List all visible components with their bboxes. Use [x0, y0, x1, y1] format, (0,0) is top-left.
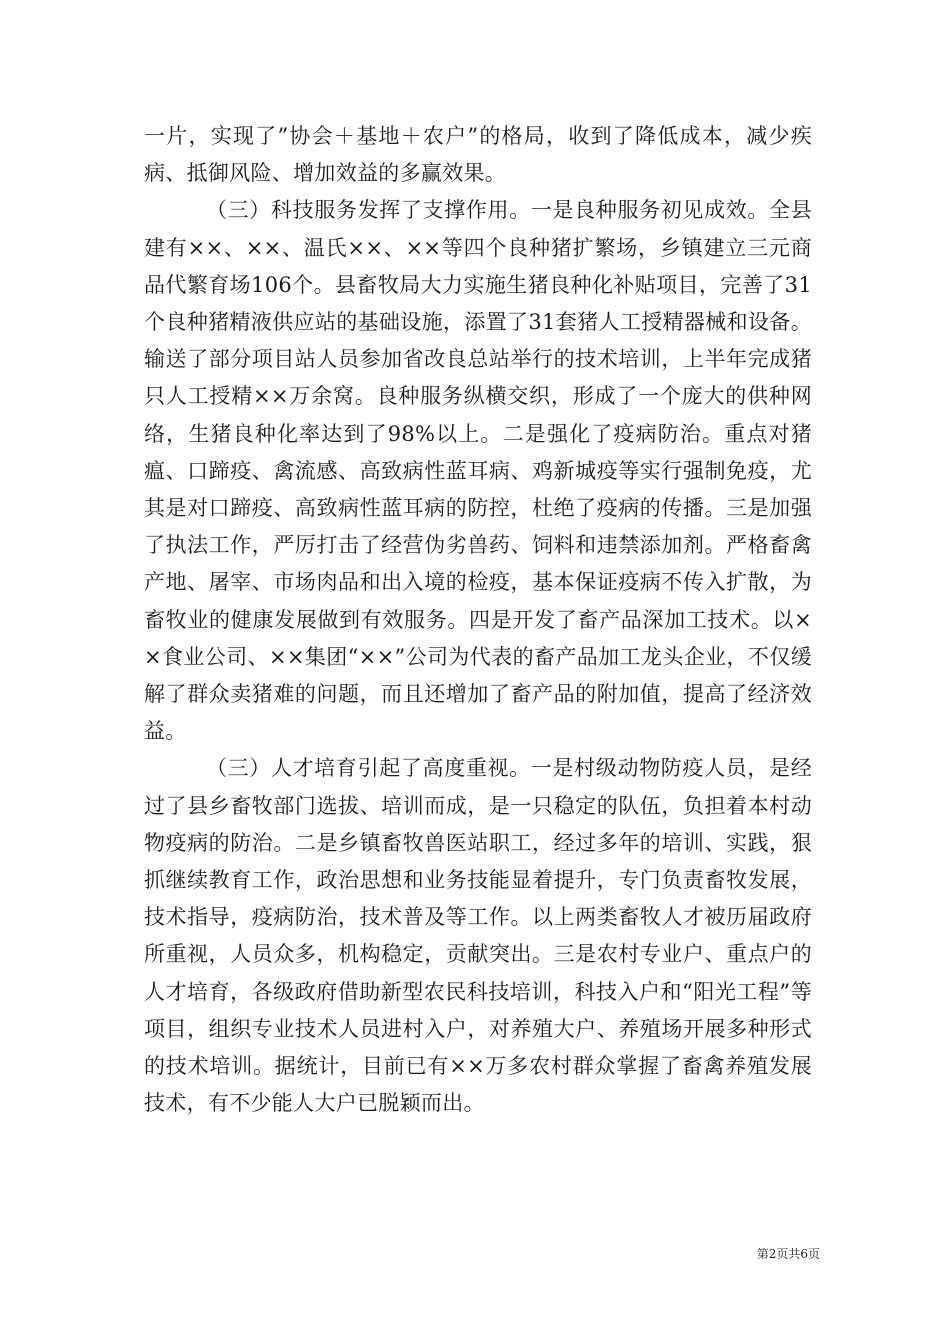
page-number-label: 第2页共6页	[756, 1247, 820, 1261]
paragraph-continuation: 一片，实现了”协会＋基地＋农户”的格局，收到了降低成本，减少疾病、抵御风险、增加效益的多赢效果。	[144, 124, 812, 186]
paragraph-talent-cultivation: （三）人才培育引起了高度重视。一是村级动物防疫人员，是经过了县乡畜牧部门选拔、培训而成，是一只稳定的队伍，负担着本村动物疫病的防治。二是乡镇畜牧兽医站职工，经过多年的培训、实践，狠抓继续教育工作，政治思想和业务技能显着提升，专门负责畜牧发展，技术指导，疫病防治，技术普及等工作。以上两类畜牧人才被历届政府所重视，人员众多，机构稳定，贡献突出。三是农村专业户、重点户的人才培育，各级政府借助新型农民科技培训，科技入户和“阳光工程”等项目，组织专业技术人员进村入户，对养殖大户、养殖场开展多种形式的技术培训。据统计，目前已有××万多农村群众掌握了畜禽养殖发展技术，有不少能人大户已脱颖而出。	[144, 756, 812, 1116]
paragraph-technology-services: （三）科技服务发挥了支撑作用。一是良种服务初见成效。全县建有××、××、温氏××、××等四个良种猪扩繁场，乡镇建立三元商品代繁育场106个。县畜牧局大力实施生猪良种化补贴项目，完善了31个良种猪精液供应站的基础设施，添置了31套猪人工授精器械和设备。输送了部分项目站人员参加省改良总站举行的技术培训，上半年完成猪只人工授精××万余窝。良种服务纵横交织，形成了一个庞大的供种网络，生猪良种化率达到了98%以上。二是强化了疫病防治。重点对猪瘟、口蹄疫、禽流感、高致病性蓝耳病、鸡新城疫等实行强制免疫，尤其是对口蹄疫、高致病性蓝耳病的防控，杜绝了疫病的传播。三是加强了执法工作，严厉打击了经营伪劣兽药、饲料和违禁添加剂。严格畜禽产地、屠宰、市场肉品和出入境的检疫，基本保证疫病不传入扩散，为畜牧业的健康发展做到有效服务。四是开发了畜产品深加工技术。以××食业公司、××集团“××”公司为代表的畜产品加工龙头企业，不仅缓解了群众卖猪难的问题，而且还增加了畜产品的附加值，提高了经济效益。	[144, 198, 812, 744]
document-body	[144, 118, 812, 1122]
page-number-footer	[690, 1246, 820, 1262]
